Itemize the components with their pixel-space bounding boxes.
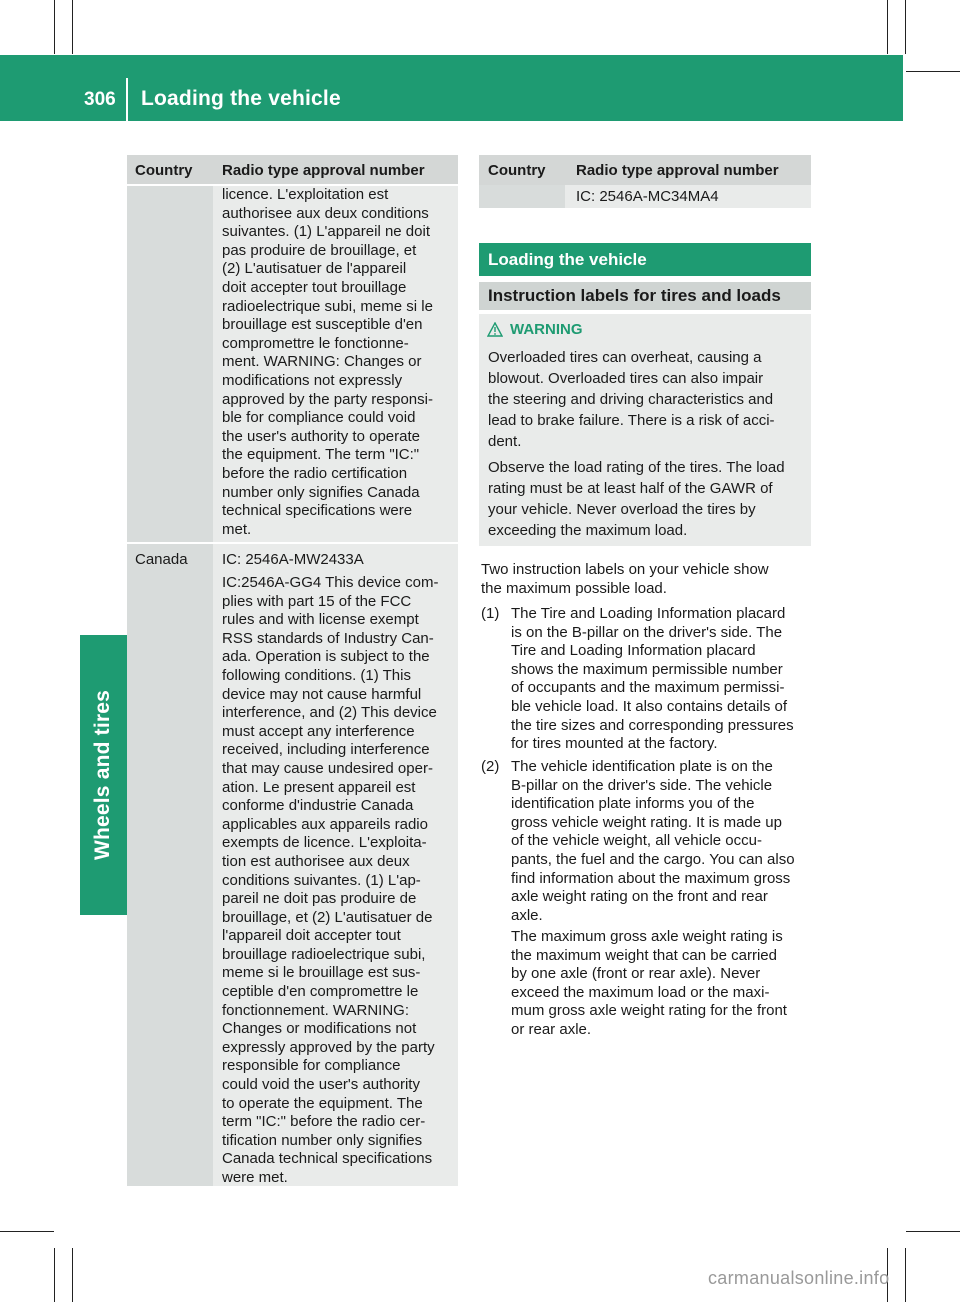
table-country-column	[127, 185, 213, 1186]
warning-paragraph-2: Observe the load rating of the tires. The load rating must be at least half of the GAWR of your vehicle. Never overload the tires by exceeding the maximum load.	[488, 459, 785, 539]
right-radio-table	[479, 155, 811, 208]
crop-mark-bottom-right-h	[906, 1231, 960, 1232]
section-title: Loading the vehicle	[488, 250, 647, 269]
column-header-approval: Radio type approval number	[222, 162, 425, 179]
page-number: 306	[84, 89, 116, 110]
header-divider	[126, 78, 128, 121]
crop-mark-bottom-left-h	[0, 1231, 54, 1232]
table-cell-number: IC: 2546A-MW2433A	[222, 551, 364, 568]
column-header-country: Country	[135, 162, 193, 179]
watermark: carmanualsonline.info	[708, 1268, 890, 1288]
crop-mark-bottom-left-v1	[54, 1248, 55, 1302]
crop-mark-bottom-right-v2	[905, 1248, 906, 1302]
list-item-number: (2)	[481, 758, 500, 775]
table-header	[127, 155, 458, 185]
row-divider	[127, 542, 458, 544]
crop-mark-top-right-v1	[887, 0, 888, 54]
crop-mark-top-right-v2	[905, 0, 906, 54]
warning-box	[479, 314, 811, 546]
warning-triangle-icon	[487, 322, 503, 337]
table-cell-number: IC: 2546A-MC34MA4	[576, 188, 719, 205]
column-header-approval: Radio type approval number	[576, 162, 779, 179]
subsection-title: Instruction labels for tires and loads	[488, 286, 781, 305]
table-header	[479, 155, 811, 185]
list-item-text: The Tire and Loading Information placard is on the B-pillar on the driver's side. The Tire and Loading Information placard shows the maximum permissible number of occupants and the maximum permissi- ble vehicle load. It also contains details of the tire sizes and corresponding pressures for tires mounted at the factory.	[511, 605, 794, 753]
warning-label: WARNING	[510, 321, 583, 338]
warning-paragraph-1: Overloaded tires can overheat, causing a blowout. Overloaded tires can also impair the steering and driving characteristics and lead to brake failure. There is a risk of acci- dent.	[488, 349, 775, 450]
crop-mark-top-left-v1	[54, 0, 55, 54]
subsection-heading	[479, 282, 811, 310]
list-item-text-continued: The maximum gross axle weight rating is the maximum weight that can be carried by one axle (front or rear axle). Never exceed the maximum load or the maxi- mum gross axle weight rating for the front or rear axle.	[511, 928, 787, 1038]
table-cell-country: Canada	[135, 551, 188, 568]
intro-paragraph: Two instruction labels on your vehicle show the maximum possible load.	[481, 561, 769, 597]
chapter-tab-label: Wheels and tires	[91, 689, 115, 861]
warning-header	[487, 321, 583, 338]
chapter-tab	[80, 635, 127, 915]
column-header-country: Country	[488, 162, 546, 179]
section-heading	[479, 243, 811, 276]
table-cell-text: licence. L'exploitation est authorisee aux deux conditions suivantes. (1) L'appareil ne doit pas produire de brouillage, et (2) L'autisatuer de l'appareil doit accepter tout brouillage radioelectrique subi, meme si le brouillage est susceptible d'en compromettre le fonctionne- ment. WARNING: Changes or modifications not expressly approved by the party responsi- ble for compliance could void the user's authority to operate the equipment. The term "IC:" before the radio certification number only signifies Canada technical specifications were met.	[222, 186, 433, 538]
crop-mark-top-right-h	[906, 71, 960, 72]
table-cell-text: IC:2546A-GG4 This device com- plies with part 15 of the FCC rules and with license exempt RSS standards of Industry Can- ada. Operation is subject to the following conditions. (1) This device may not cause harmful interference, and (2) This device must accept any interference received, including interference that may cause undesired oper- ation. Le present appareil est conforme d'industrie Canada applicables aux appareils radio exempts de licence. L'exploita- tion est authorisee aux deux conditions suivantes. (1) L'ap- pareil ne doit pas produire de brouillage, et (2) L'autisatuer de l'appareil doit accepter tout brouillage radioelectrique subi, meme si le brouillage est sus- ceptible d'en compromettre le fonctionnement. WARNING: Changes or modifications not expressly approved by the party responsible for compliance could void the user's authority to operate the equipment. The term "IC:" before the radio cer- tification number only signifies Canada technical specifications were met.	[222, 574, 439, 1186]
crop-mark-top-left-v2	[72, 0, 73, 54]
table-country-column	[479, 185, 565, 208]
crop-mark-bottom-left-v2	[72, 1248, 73, 1302]
left-radio-table	[127, 155, 458, 1186]
page-title: Loading the vehicle	[141, 87, 341, 110]
page-header	[0, 55, 903, 121]
list-item-text: The vehicle identification plate is on the B-pillar on the driver's side. The vehicle identification plate informs you of the gross vehicle weight rating. It is made up of the vehicle weight, all vehicle occu- pants, the fuel and the cargo. You can also find information about the maximum gross axle weight rating on the front and rear axle.	[511, 758, 795, 924]
list-item-number: (1)	[481, 605, 500, 622]
